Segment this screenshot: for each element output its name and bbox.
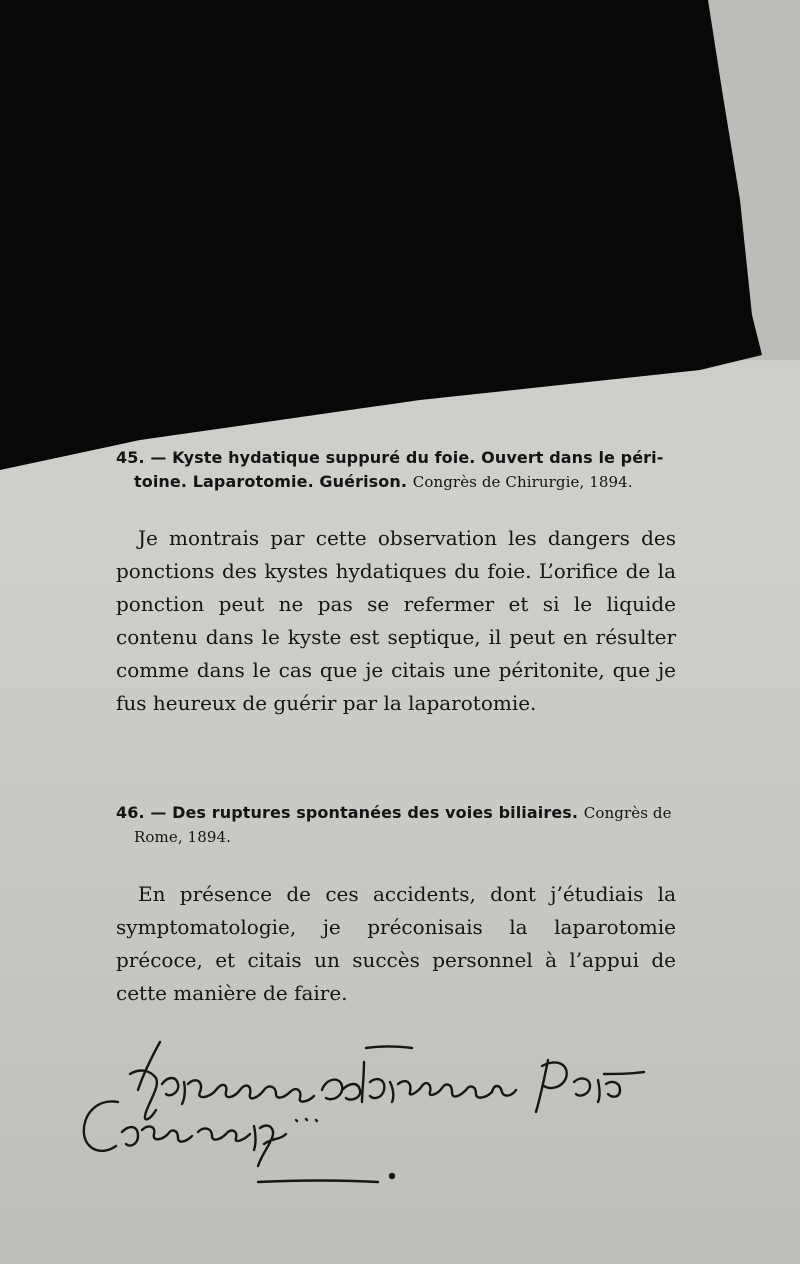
entry-46-number: 46. — [116, 803, 145, 822]
entry-46-title-line2: Rome, 1894. — [134, 828, 232, 846]
entry-45-heading — [116, 446, 676, 494]
entry-46-reference: Congrès de — [583, 804, 672, 822]
entry-46-heading — [116, 801, 676, 849]
entry-45-reference: Congrès de Chirurgie, 1894. — [412, 473, 633, 491]
entry-45-body: Je montrais par cette observation les dangers des ponctions des kystes hydatiques du foie. L’orifice de la ponction peut ne pas se refermer et si le liquide contenu dans le kyste est septique, il peut en résulter comme dans le cas que je citais une péritonite, que je fus heureux de guérir par la laparotomie. — [116, 526, 676, 715]
entry-46-title-line1: — Des ruptures spontanées des voies biliaires. — [150, 803, 579, 822]
entry-45-number: 45. — [116, 448, 145, 467]
handwritten-annotation — [0, 1020, 800, 1220]
entry-45-title-line2: toine. Laparotomie. Guérison. — [134, 472, 408, 491]
entry-45-title-line1: — Kyste hydatique suppuré du foie. Ouvert dans le péri- — [150, 448, 664, 467]
redaction-mask — [0, 0, 800, 480]
entry-46-body: En présence de ces accidents, dont j’étudiais la symptomatologie, je préconisais la laparotomie précoce, et citais un succès personnel à l’appui de cette manière de faire. — [116, 882, 676, 1005]
